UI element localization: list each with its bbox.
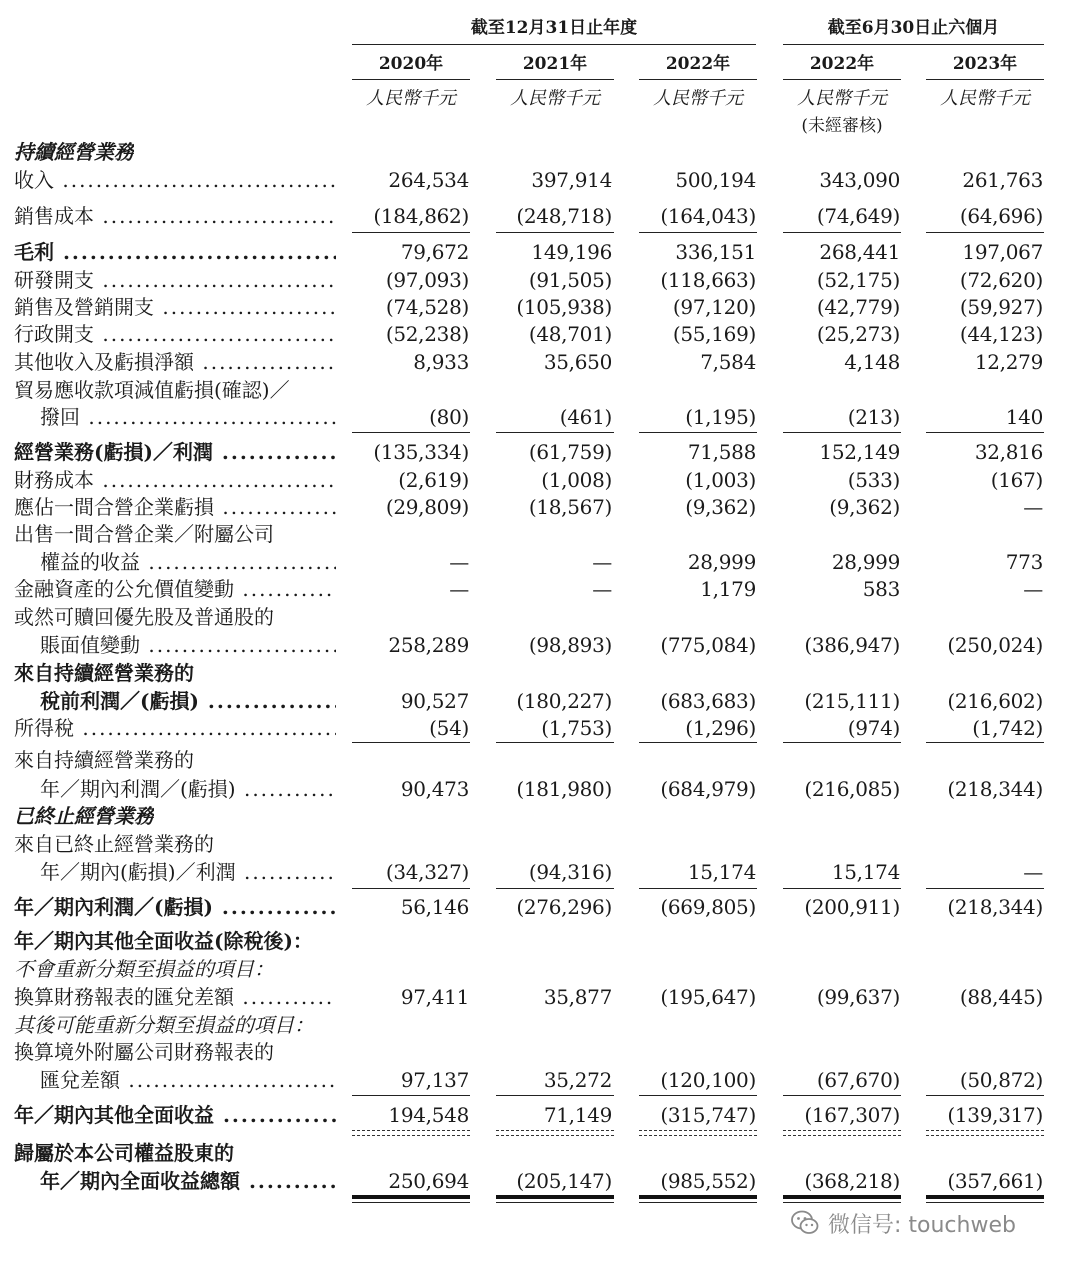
row-label: 或然可贖回優先股及普通股的 <box>14 605 274 629</box>
value-cell: (135,334) <box>373 440 469 464</box>
row-label: 年／期內利潤／(虧損) ..... <box>40 775 336 803</box>
row-label: 行政開支 ..... <box>14 320 336 348</box>
subtotal-rule <box>496 888 614 889</box>
value-cell: (218,344) <box>947 895 1043 919</box>
subtotal-rule <box>639 888 757 889</box>
subtotal-rule <box>783 1095 901 1096</box>
table-row <box>0 320 1080 348</box>
value-cell: 336,151 <box>675 240 756 264</box>
value-cell: (52,238) <box>385 322 469 346</box>
value-cell: (368,218) <box>804 1169 900 1193</box>
subtotal-rule <box>926 742 1044 743</box>
value-cell: 1,179 <box>700 577 756 601</box>
value-cell: (139,317) <box>947 1103 1043 1127</box>
value-cell: 197,067 <box>962 240 1043 264</box>
value-cell: — <box>592 577 612 601</box>
dashed-rule <box>496 1135 614 1136</box>
table-row <box>0 1167 1080 1195</box>
value-cell: (42,779) <box>816 295 900 319</box>
table-row <box>0 166 1080 194</box>
value-cell: (213) <box>847 405 900 429</box>
value-cell: 7,584 <box>700 350 756 374</box>
subtotal-rule <box>352 1095 470 1096</box>
row-label: 收入 ..... <box>14 166 336 194</box>
row-label: 匯兌差額 ..... <box>40 1066 336 1094</box>
subtotal-rule <box>352 232 470 233</box>
table-row <box>0 858 1080 886</box>
value-cell: 12,279 <box>974 350 1043 374</box>
table-row <box>0 927 1080 955</box>
value-cell: 71,588 <box>687 440 756 464</box>
value-cell: 343,090 <box>819 168 900 192</box>
subtotal-rule <box>352 888 470 889</box>
value-cell: (461) <box>559 405 612 429</box>
value-cell: (1,195) <box>685 405 756 429</box>
table-row <box>0 520 1080 548</box>
year-header: 2022年 <box>809 54 875 74</box>
value-cell: (357,661) <box>947 1169 1043 1193</box>
value-cell: 264,534 <box>388 168 469 192</box>
value-cell: (25,273) <box>816 322 900 346</box>
value-cell: 500,194 <box>675 168 756 192</box>
total-double-rule <box>639 1202 757 1203</box>
subtotal-rule <box>926 1095 1044 1096</box>
value-cell: (105,938) <box>516 295 612 319</box>
row-label: 撥回 ..... <box>40 403 336 431</box>
row-label: 持續經營業務 <box>14 140 134 164</box>
value-cell: (248,718) <box>516 204 612 228</box>
subtotal-rule <box>496 742 614 743</box>
row-label: 換算財務報表的匯兌差額 ..... <box>14 983 336 1011</box>
row-label: 不會重新分類至損益的項目： <box>14 957 274 981</box>
value-cell: (683,683) <box>660 689 756 713</box>
year-header: 2021年 <box>522 54 588 74</box>
table-row <box>0 1139 1080 1167</box>
value-cell: 583 <box>862 577 900 601</box>
header-annual-rule <box>352 44 756 45</box>
value-cell: 97,137 <box>400 1068 469 1092</box>
row-label: 所得稅 ..... <box>14 714 336 742</box>
dashed-rule <box>639 1135 757 1136</box>
value-cell: 773 <box>1005 550 1043 574</box>
header-interim-period: 截至6月30日止六個月 <box>827 18 1000 38</box>
currency-unit: 人民幣千元 <box>940 88 1030 109</box>
row-label: 研發開支 ..... <box>14 266 336 294</box>
value-cell: (59,927) <box>959 295 1043 319</box>
total-double-rule <box>926 1195 1044 1199</box>
dashed-rule <box>352 1130 470 1131</box>
value-cell: (50,872) <box>959 1068 1043 1092</box>
row-label: 銷售成本 ..... <box>14 202 336 230</box>
value-cell: (74,528) <box>385 295 469 319</box>
table-row <box>0 659 1080 687</box>
value-cell: (97,120) <box>672 295 756 319</box>
value-cell: (1,003) <box>685 468 756 492</box>
year-header-rule <box>352 79 470 80</box>
table-row <box>0 830 1080 858</box>
table-row <box>0 493 1080 521</box>
value-cell: (99,637) <box>816 985 900 1009</box>
header-annual-period: 截至12月31日止年度 <box>470 18 638 38</box>
dashed-rule <box>926 1135 1044 1136</box>
value-cell: 56,146 <box>400 895 469 919</box>
value-cell: (775,084) <box>660 633 756 657</box>
value-cell: (72,620) <box>959 268 1043 292</box>
value-cell: (1,753) <box>541 716 612 740</box>
value-cell: 35,272 <box>543 1068 612 1092</box>
total-double-rule <box>783 1195 901 1199</box>
value-cell: 4,148 <box>844 350 900 374</box>
value-cell: — <box>1023 577 1043 601</box>
row-label: 已終止經營業務 <box>14 804 154 828</box>
value-cell: (44,123) <box>959 322 1043 346</box>
table-row <box>0 293 1080 321</box>
table-row <box>0 202 1080 230</box>
value-cell: (118,663) <box>660 268 756 292</box>
table-row <box>0 548 1080 576</box>
value-cell: (216,085) <box>804 777 900 801</box>
subtotal-rule <box>783 432 901 433</box>
year-header: 2023年 <box>952 54 1018 74</box>
value-cell: 15,174 <box>831 860 900 884</box>
value-cell: (386,947) <box>804 633 900 657</box>
table-row <box>0 775 1080 803</box>
value-cell: (88,445) <box>959 985 1043 1009</box>
table-row <box>0 955 1080 983</box>
subtotal-rule <box>926 432 1044 433</box>
value-cell: (34,327) <box>385 860 469 884</box>
value-cell: 8,933 <box>413 350 469 374</box>
row-label: 銷售及營銷開支 ..... <box>14 293 336 321</box>
value-cell: — <box>449 550 469 574</box>
value-cell: (1,742) <box>972 716 1043 740</box>
value-cell: (974) <box>847 716 900 740</box>
row-label: 出售一間合營企業／附屬公司 <box>14 522 274 546</box>
row-label: 年／期內(虧損)／利潤 ..... <box>40 858 336 886</box>
subtotal-rule <box>639 1095 757 1096</box>
table-row <box>0 376 1080 404</box>
row-label: 毛利 ..... <box>14 238 336 266</box>
table-row <box>0 1038 1080 1066</box>
value-cell: (61,759) <box>528 440 612 464</box>
value-cell: 90,473 <box>400 777 469 801</box>
row-label: 來自持續經營業務的 <box>14 748 194 772</box>
total-double-rule <box>783 1202 901 1203</box>
value-cell: (164,043) <box>660 204 756 228</box>
year-header-rule <box>926 79 1044 80</box>
row-label: 其他收入及虧損淨額 ..... <box>14 348 336 376</box>
value-cell: (97,093) <box>385 268 469 292</box>
row-label: 來自持續經營業務的 <box>14 661 194 685</box>
value-cell: 71,149 <box>543 1103 612 1127</box>
value-cell: (9,362) <box>685 495 756 519</box>
total-double-rule <box>496 1202 614 1203</box>
header-interim-rule <box>783 44 1044 45</box>
value-cell: (184,862) <box>373 204 469 228</box>
row-label: 歸屬於本公司權益股東的 <box>14 1141 234 1165</box>
year-header-rule <box>639 79 757 80</box>
currency-unit: 人民幣千元 <box>797 88 887 109</box>
dashed-rule <box>352 1135 470 1136</box>
subtotal-rule <box>639 232 757 233</box>
year-header: 2022年 <box>665 54 731 74</box>
watermark <box>790 1206 1016 1240</box>
table-row <box>0 631 1080 659</box>
table-row <box>0 714 1080 742</box>
value-cell: (54) <box>429 716 469 740</box>
value-cell: 152,149 <box>819 440 900 464</box>
value-cell: (985,552) <box>660 1169 756 1193</box>
value-cell: (55,169) <box>672 322 756 346</box>
value-cell: 261,763 <box>962 168 1043 192</box>
row-label: 年／期內全面收益總額 ..... <box>40 1167 336 1195</box>
value-cell: 397,914 <box>531 168 612 192</box>
value-cell: (18,567) <box>528 495 612 519</box>
value-cell: (167) <box>990 468 1043 492</box>
row-label: 換算境外附屬公司財務報表的 <box>14 1040 274 1064</box>
watermark-text: 微信号: touchweb <box>828 1212 1016 1238</box>
value-cell: (1,008) <box>541 468 612 492</box>
wechat-icon <box>790 1208 820 1238</box>
table-row <box>0 403 1080 431</box>
currency-unit: 人民幣千元 <box>510 88 600 109</box>
table-row <box>0 138 1080 166</box>
row-label: 年／期內利潤／(虧損) ..... <box>14 893 336 921</box>
subtotal-rule <box>783 742 901 743</box>
subtotal-rule <box>926 888 1044 889</box>
dashed-rule <box>639 1130 757 1131</box>
value-cell: 15,174 <box>687 860 756 884</box>
value-cell: (48,701) <box>528 322 612 346</box>
value-cell: 194,548 <box>388 1103 469 1127</box>
row-label: 財務成本 ..... <box>14 466 336 494</box>
value-cell: (80) <box>429 405 469 429</box>
total-double-rule <box>926 1202 1044 1203</box>
value-cell: 32,816 <box>974 440 1043 464</box>
value-cell: 268,441 <box>819 240 900 264</box>
value-cell: (1,296) <box>685 716 756 740</box>
total-double-rule <box>639 1195 757 1199</box>
table-row <box>0 1011 1080 1039</box>
total-double-rule <box>352 1202 470 1203</box>
row-label: 賬面值變動 ..... <box>40 631 336 659</box>
value-cell: 35,877 <box>543 985 612 1009</box>
value-cell: (91,505) <box>528 268 612 292</box>
value-cell: — <box>449 577 469 601</box>
row-label: 年／期內其他全面收益(除稅後)： <box>14 929 313 953</box>
subtotal-rule <box>496 432 614 433</box>
value-cell: 140 <box>1005 405 1043 429</box>
table-row <box>0 238 1080 266</box>
row-label: 貿易應收款項減值虧損(確認)／ <box>14 378 290 402</box>
subtotal-rule <box>783 888 901 889</box>
value-cell: — <box>1023 495 1043 519</box>
value-cell: (218,344) <box>947 777 1043 801</box>
row-label: 稅前利潤／(虧損) ..... <box>40 687 336 715</box>
value-cell: (52,175) <box>816 268 900 292</box>
row-label: 應佔一間合營企業虧損 ..... <box>14 493 336 521</box>
subtotal-rule <box>639 742 757 743</box>
row-label: 金融資產的公允價值變動 ..... <box>14 575 336 603</box>
table-row <box>0 1101 1080 1129</box>
value-cell: (684,979) <box>660 777 756 801</box>
value-cell: (180,227) <box>516 689 612 713</box>
table-row <box>0 983 1080 1011</box>
value-cell: (533) <box>847 468 900 492</box>
dashed-rule <box>783 1130 901 1131</box>
value-cell: 250,694 <box>388 1169 469 1193</box>
value-cell: 28,999 <box>687 550 756 574</box>
value-cell: (315,747) <box>660 1103 756 1127</box>
row-label: 來自已終止經營業務的 <box>14 832 214 856</box>
table-row <box>0 266 1080 294</box>
value-cell: (2,619) <box>398 468 469 492</box>
value-cell: 90,527 <box>400 689 469 713</box>
value-cell: (67,670) <box>816 1068 900 1092</box>
currency-unit: 人民幣千元 <box>653 88 743 109</box>
value-cell: (74,649) <box>816 204 900 228</box>
table-row <box>0 687 1080 715</box>
value-cell: (120,100) <box>660 1068 756 1092</box>
subtotal-rule <box>496 1095 614 1096</box>
year-header: 2020年 <box>378 54 444 74</box>
value-cell: — <box>1023 860 1043 884</box>
subtotal-rule <box>639 432 757 433</box>
dashed-rule <box>496 1130 614 1131</box>
value-cell: 97,411 <box>400 985 469 1009</box>
row-label: 權益的收益 ..... <box>40 548 336 576</box>
table-row <box>0 802 1080 830</box>
row-label: 經營業務(虧損)／利潤 ..... <box>14 438 336 466</box>
value-cell: (195,647) <box>660 985 756 1009</box>
table-row <box>0 746 1080 774</box>
value-cell: 35,650 <box>543 350 612 374</box>
value-cell: 149,196 <box>531 240 612 264</box>
value-cell: (205,147) <box>516 1169 612 1193</box>
row-label: 年／期內其他全面收益 ..... <box>14 1101 336 1129</box>
value-cell: 258,289 <box>388 633 469 657</box>
value-cell: — <box>592 550 612 574</box>
year-header-rule <box>496 79 614 80</box>
table-row <box>0 575 1080 603</box>
subtotal-rule <box>352 432 470 433</box>
value-cell: (64,696) <box>959 204 1043 228</box>
value-cell: (167,307) <box>804 1103 900 1127</box>
value-cell: (9,362) <box>829 495 900 519</box>
value-cell: 79,672 <box>400 240 469 264</box>
table-row <box>0 1066 1080 1094</box>
value-cell: (669,805) <box>660 895 756 919</box>
total-double-rule <box>352 1195 470 1199</box>
value-cell: (250,024) <box>947 633 1043 657</box>
value-cell: (29,809) <box>385 495 469 519</box>
total-double-rule <box>496 1195 614 1199</box>
dashed-rule <box>783 1135 901 1136</box>
table-row <box>0 348 1080 376</box>
value-cell: (216,602) <box>947 689 1043 713</box>
subtotal-rule <box>352 742 470 743</box>
subtotal-rule <box>926 232 1044 233</box>
value-cell: (181,980) <box>516 777 612 801</box>
table-row <box>0 603 1080 631</box>
value-cell: 28,999 <box>831 550 900 574</box>
year-header-rule <box>783 79 901 80</box>
value-cell: (98,893) <box>528 633 612 657</box>
row-label: 其後可能重新分類至損益的項目： <box>14 1013 314 1037</box>
value-cell: (276,296) <box>516 895 612 919</box>
unaudited-note: (未經審核) <box>801 116 883 136</box>
table-row <box>0 466 1080 494</box>
dashed-rule <box>926 1130 1044 1131</box>
value-cell: (94,316) <box>528 860 612 884</box>
subtotal-rule <box>496 232 614 233</box>
value-cell: (200,911) <box>804 895 900 919</box>
subtotal-rule <box>783 232 901 233</box>
currency-unit: 人民幣千元 <box>366 88 456 109</box>
table-row <box>0 438 1080 466</box>
table-row <box>0 893 1080 921</box>
value-cell: (215,111) <box>804 689 900 713</box>
